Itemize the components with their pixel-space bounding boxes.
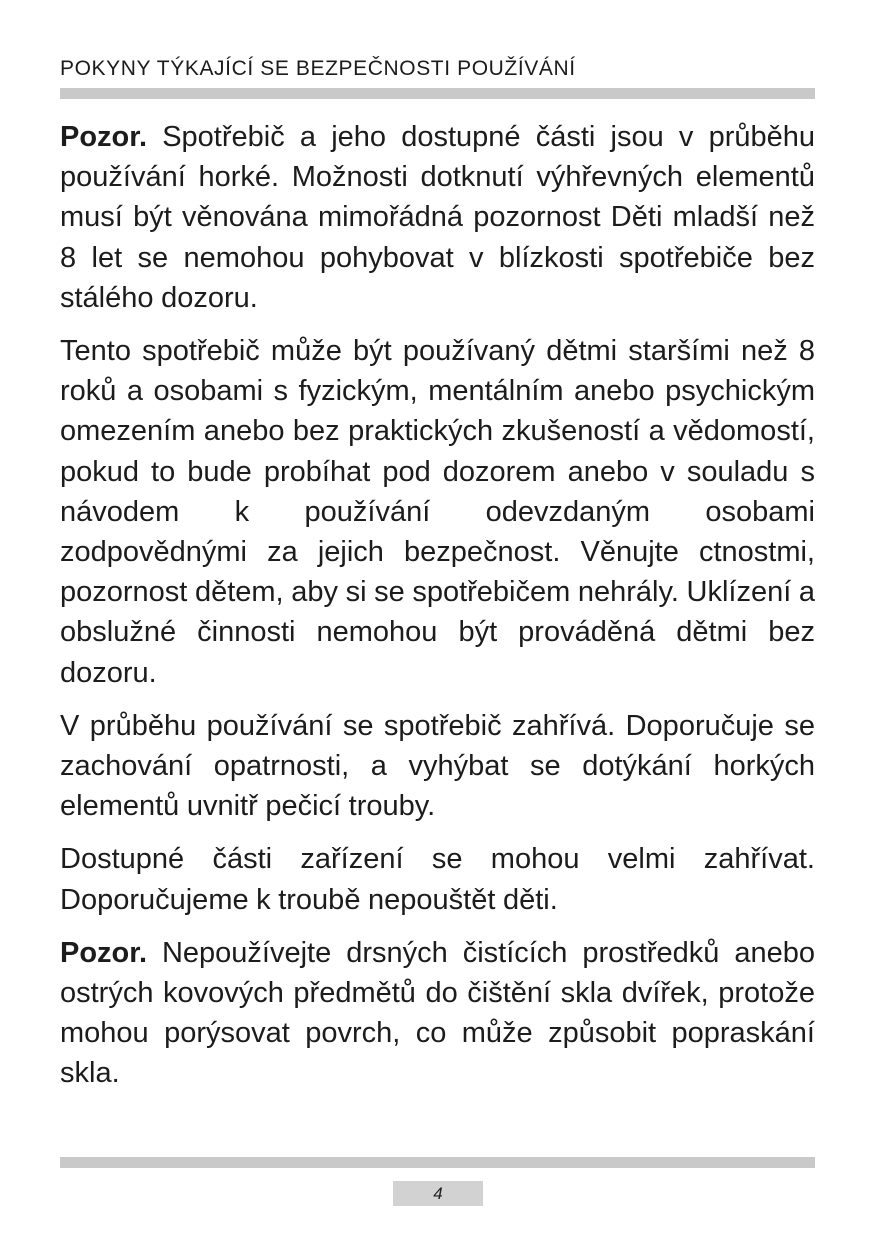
warning-lead: Pozor. (60, 936, 148, 969)
paragraph-accessible-parts (60, 839, 815, 919)
paragraph-text: Spotřebič a jeho dostupné části jsou v průběhu používání horké. Možnosti dotknutí výhřevných elementů musí být věnována mimořádná pozornost Děti mladší než 8 let se nemohou pohybovat v blízkosti spotřebiče bez stálého dozoru. (60, 121, 815, 314)
page-number: 4 (393, 1181, 483, 1206)
paragraph-text: Tento spotřebič může být používaný dětmi staršími než 8 roků a osobami s fyzickým, mentálním anebo psychickým omezením anebo bez praktických zkušeností a vědomostí, pokud to bude probíhat pod dozorem anebo v souladu s návodem k používání odevzdaným osobami zodpovědnými za jejich bezpečnost. Věnujte ctnostmi, pozornost dětem, aby si se spotřebičem nehrály. Uklízení a obslužné činnosti nemohou být prováděná dětmi bez dozoru. (60, 335, 815, 689)
paragraph-text: Dostupné části zařízení se mohou velmi zahřívat. Doporučujeme k troubě nepouštět děti. (60, 843, 815, 916)
paragraph-text: Nepoužívejte drsných čistících prostředků anebo ostrých kovových předmětů do čištění skla dvířek, protože mohou porýsovat povrch, co může způsobit popraskání skla. (60, 936, 815, 1090)
page-header-title: POKYNY TÝKAJÍCÍ SE BEZPEČNOSTI POUŽÍVÁNÍ (60, 57, 576, 80)
paragraph-children-usage (60, 331, 815, 693)
paragraph-warning-cleaning (60, 933, 815, 1094)
paragraph-warning-hot-parts (60, 117, 815, 318)
page-body (60, 117, 815, 1107)
footer-divider (60, 1157, 815, 1168)
paragraph-text: V průběhu používání se spotřebič zahřívá. Doporučuje se zachování opatrnosti, a vyhýbat se dotýkání horkých elementů uvnitř pečicí trouby. (60, 709, 815, 823)
header-divider (60, 88, 815, 99)
warning-lead: Pozor. (60, 121, 148, 153)
paragraph-heating (60, 706, 815, 827)
